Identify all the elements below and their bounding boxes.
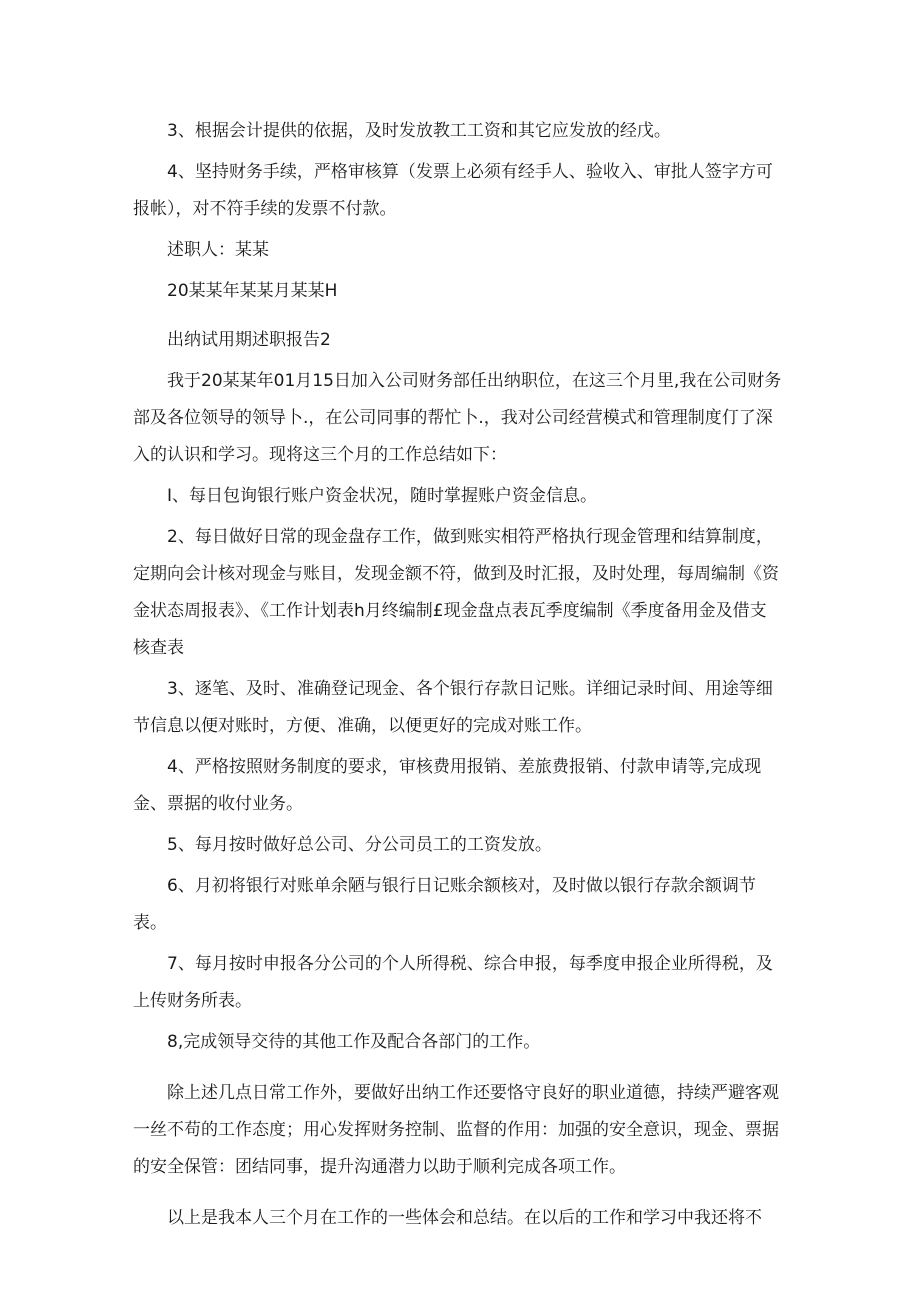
list-item-8: 8,完成领导交待的其他工作及配合各部门的工作。 <box>167 1032 541 1052</box>
document-body <box>133 113 783 1241</box>
summary-paragraph: 以上是我本人三个月在工作的一些体会和总结。在以后的工作和学习中我还将不 <box>167 1208 762 1228</box>
paragraph-item-3: 3、根据会计提供的依据，及时发放教工工资和其它应发放的经戊。 <box>167 121 671 141</box>
reporter-line: 述职人：某某 <box>167 240 269 260</box>
list-item-4: 4、严格按照财务制度的要求，审核费用报销、差旅费报销、付款申请等,完成现金、票据的收付业务。 <box>133 757 762 814</box>
list-item-5: 5、每月按时做好总公司、分公司员工的工资发放。 <box>167 835 552 855</box>
list-item-3: 3、逐笔、及时、准确登记现金、各个银行存款日记账。详细记录时间、用途等细节信息以便对账时，方便、准确，以便更好的完成对账工作。 <box>133 679 773 736</box>
closing-paragraph: 除上述几点日常工作外，要做好出纳工作还要恪守良好的职业道德，持续严避客观一丝不苟的工作态度；用心发挥财务控制、监督的作用：加强的安全意识，现金、票据的安全保管：团结同事，提升沟通潜力以助于顺利完成各项工作。 <box>133 1083 779 1177</box>
list-item-2: 2、每日做好日常的现金盘存工作，做到账实相符严格执行现金管理和结算制度，定期向会计核对现金与账目，发现金额不符，做到及时汇报，及时处理，每周编制《资金状态周报表》、《工作计划表h月终编制£现金盘点表瓦季度编制《季度备用金及借支核查表 <box>133 527 779 658</box>
intro-paragraph: 我于20某某年01月15日加入公司财务部任出纳职位，在这三个月里,我在公司财务部及各位领导的领导卜.，在公司同事的帮忙卜.，我对公司经营模式和管理制度仃了深入的认识和学习。现将这三个月的工作总结如下： <box>133 371 782 465</box>
section-title: 出纳试用期述职报告2 <box>167 330 331 350</box>
list-item-6: 6、月初将银行对账单余陋与银行日记账余额核对，及时做以银行存款余额调节表。 <box>133 876 756 933</box>
paragraph-item-4: 4、坚持财务手续，严格审核算（发票上必须有经手人、验收入、审批人签字方可报帐），对不符手续的发票不付款。 <box>133 162 773 219</box>
date-line: 20某某年某某月某某H <box>167 281 338 301</box>
list-item-1: I、每日包询银行账户资金状况，随时掌握账户资金信息。 <box>167 486 598 506</box>
list-item-7: 7、每月按时申报各分公司的个人所得税、综合申报，每季度申报企业所得税，及上传财务所表。 <box>133 954 773 1011</box>
